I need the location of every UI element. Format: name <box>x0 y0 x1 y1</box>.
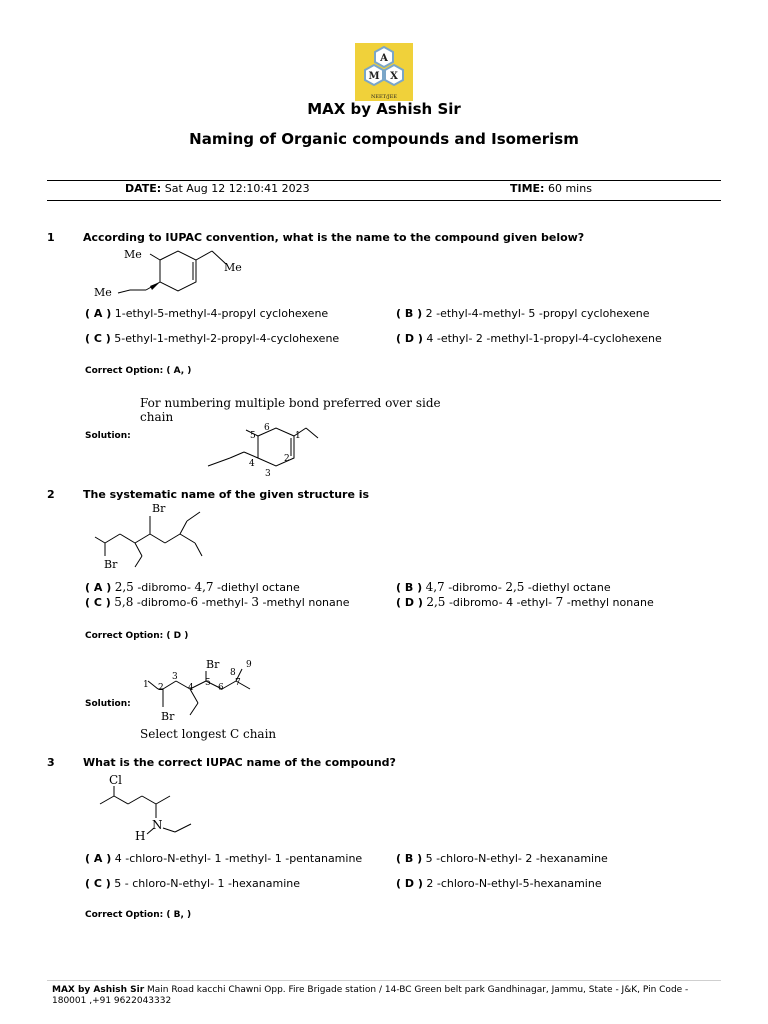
structure-label: Br <box>104 558 118 571</box>
locant-label: 5 <box>205 678 211 688</box>
option-locants: 4,7 <box>194 580 214 594</box>
time-value: 60 mins <box>547 182 592 195</box>
option-text: 5-ethyl-1-methyl-2-propyl-4-cyclohexene <box>114 332 340 345</box>
option-text: -dibromo- <box>133 596 191 609</box>
option-locants: 5,8 <box>114 595 134 609</box>
question-2-solution-structure <box>138 657 268 727</box>
locant-label: 9 <box>246 660 252 670</box>
question-number: 1 <box>47 231 55 244</box>
option-label: ( B ) <box>396 852 423 865</box>
locant-label: 3 <box>265 469 271 479</box>
solution-label: Solution: <box>85 431 131 441</box>
locant-label: 7 <box>235 678 241 688</box>
option-label: ( C ) <box>85 332 111 345</box>
option-text: -dibromo- 4 -ethyl- <box>445 596 556 609</box>
locant-label: 5 <box>250 431 256 441</box>
option-label: ( C ) <box>85 877 111 890</box>
locant-label: 8 <box>230 668 236 678</box>
question-1-solution-structure <box>200 422 340 478</box>
locant-label: 3 <box>172 672 178 682</box>
option-text: -dibromo- <box>444 581 506 594</box>
option-label: ( B ) <box>396 581 423 594</box>
question-3-structure <box>95 772 205 842</box>
locant-label: 1 <box>143 680 149 690</box>
option-d[interactable] <box>396 595 654 609</box>
footer-rule <box>47 980 721 981</box>
structure-label: Cl <box>109 773 123 787</box>
correct-option: Correct Option: ( A, ) <box>85 366 192 376</box>
option-a[interactable] <box>85 580 300 594</box>
structure-label: Me <box>224 261 242 274</box>
option-b[interactable] <box>396 307 650 320</box>
logo-hexagons <box>355 43 413 101</box>
locant-label: 4 <box>249 459 255 469</box>
option-text: 5 -chloro-N-ethyl- 2 -hexanamine <box>425 852 608 865</box>
option-locants: 4,7 <box>425 580 445 594</box>
option-text: -diethyl octane <box>213 581 300 594</box>
structure-label: Br <box>152 502 166 515</box>
option-label: ( A ) <box>85 852 112 865</box>
logo-letter-x: X <box>390 71 398 82</box>
time-field <box>510 182 592 195</box>
option-locants: 2,5 <box>505 580 525 594</box>
date-field <box>125 182 310 195</box>
footer <box>52 985 722 1007</box>
question-text: The systematic name of the given structure is <box>83 488 370 501</box>
correct-option: Correct Option: ( B, ) <box>85 910 192 920</box>
locant-label: 6 <box>218 683 224 693</box>
option-label: ( B ) <box>396 307 423 320</box>
option-locants: 6 <box>190 595 199 609</box>
structure-label: Br <box>161 710 175 723</box>
option-text: -methyl nonane <box>259 596 350 609</box>
solution-note <box>140 396 441 424</box>
question-number: 3 <box>47 756 55 769</box>
solution-note-line: chain <box>140 410 174 424</box>
option-b[interactable] <box>396 852 608 865</box>
option-label: ( D ) <box>396 877 423 890</box>
header-rule-bottom <box>47 200 721 201</box>
option-a[interactable] <box>85 852 362 865</box>
structure-label: Br <box>206 658 220 671</box>
option-d[interactable] <box>396 332 662 345</box>
footer-address: Main Road kacchi Chawni Opp. Fire Brigade station / 14-BC Green belt park Gandhinagar, Jammu, State - J&K, Pin Code - 180001 ,+91 9622043332 <box>52 985 689 1006</box>
option-text: -dibromo- <box>133 581 195 594</box>
locant-label: 1 <box>295 431 301 441</box>
locant-label: 2 <box>158 683 164 693</box>
option-text: 1-ethyl-5-methyl-4-propyl cyclohexene <box>114 307 329 320</box>
date-label: DATE: <box>125 182 162 195</box>
option-locants: 2,5 <box>114 580 134 594</box>
date-value: Sat Aug 12 12:10:41 2023 <box>164 182 310 195</box>
locant-label: 2 <box>284 454 290 464</box>
option-text: 2 -chloro-N-ethyl-5-hexanamine <box>426 877 602 890</box>
option-locants: 7 <box>555 595 564 609</box>
option-text: -diethyl octane <box>524 581 611 594</box>
locant-label: 4 <box>188 683 194 693</box>
solution-note-line: For numbering multiple bond preferred over side <box>140 396 441 410</box>
option-label: ( D ) <box>396 332 423 345</box>
solution-label: Solution: <box>85 699 131 709</box>
correct-option: Correct Option: ( D ) <box>85 631 189 641</box>
structure-label: Me <box>124 248 142 261</box>
question-1-structure <box>90 246 250 301</box>
option-label: ( D ) <box>396 596 423 609</box>
option-d[interactable] <box>396 877 602 890</box>
time-label: TIME: <box>510 182 545 195</box>
option-locants: 2,5 <box>426 595 446 609</box>
option-c[interactable] <box>85 332 339 345</box>
question-2-structure <box>90 500 220 570</box>
option-text: 2 -ethyl-4-methyl- 5 -propyl cyclohexene <box>425 307 650 320</box>
option-text: -methyl nonane <box>563 596 654 609</box>
option-c[interactable] <box>85 877 300 890</box>
option-text: -methyl- <box>198 596 252 609</box>
option-b[interactable] <box>396 580 611 594</box>
option-c[interactable] <box>85 595 350 609</box>
option-label: ( C ) <box>85 596 111 609</box>
option-text: 5 - chloro-N-ethyl- 1 -hexanamine <box>114 877 301 890</box>
header-rule-top <box>47 180 721 181</box>
logo-letter-m: M <box>368 71 380 82</box>
page-title: MAX by Ashish Sir <box>307 100 461 118</box>
logo <box>355 43 413 101</box>
question-text: What is the correct IUPAC name of the compound? <box>83 756 396 769</box>
structure-label: H <box>135 829 146 843</box>
option-text: 4 -ethyl- 2 -methyl-1-propyl-4-cyclohexene <box>426 332 662 345</box>
option-label: ( A ) <box>85 307 112 320</box>
structure-label: Me <box>94 286 112 299</box>
option-a[interactable] <box>85 307 328 320</box>
locant-label: 6 <box>264 423 270 433</box>
question-number: 2 <box>47 488 55 501</box>
page-subtitle: Naming of Organic compounds and Isomerism <box>189 130 579 148</box>
structure-label: N <box>152 818 163 832</box>
solution-note: Select longest C chain <box>140 727 277 741</box>
option-label: ( A ) <box>85 581 112 594</box>
question-text: According to IUPAC convention, what is the name to the compound given below? <box>83 231 585 244</box>
option-locants: 3 <box>251 595 260 609</box>
logo-letter-a: A <box>380 53 388 64</box>
footer-brand: MAX by Ashish Sir <box>52 985 145 995</box>
option-text: 4 -chloro-N-ethyl- 1 -methyl- 1 -pentanamine <box>114 852 363 865</box>
logo-tagline: NEET/JEE <box>371 94 397 100</box>
